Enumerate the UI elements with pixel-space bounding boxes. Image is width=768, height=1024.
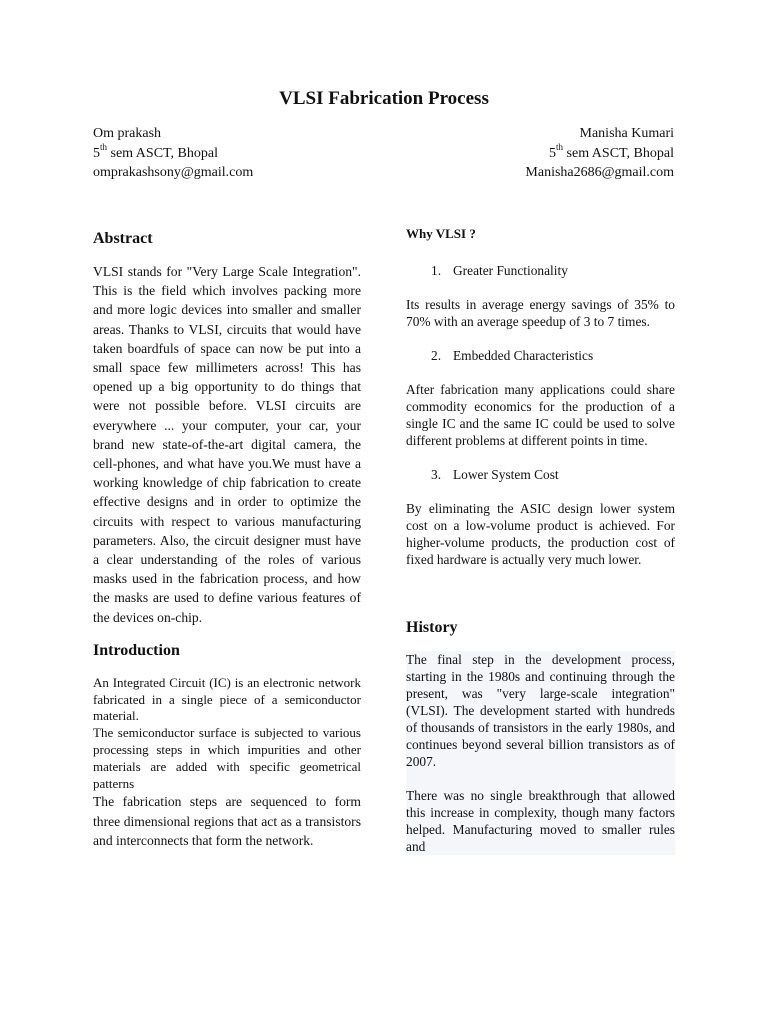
abstract-heading: Abstract bbox=[93, 230, 153, 247]
author-affiliation: 5th sem ASCT, Bhopal bbox=[93, 141, 218, 161]
introduction-paragraph: An Integrated Circuit (IC) is an electronic network fabricated in a single piece of a semiconductor material. bbox=[93, 674, 361, 724]
history-section bbox=[406, 651, 675, 855]
list-item-text: After fabrication many applications could share commodity economics for the production of a single IC and the same IC could be used to solve different problems at different points in time. bbox=[406, 382, 675, 448]
author-affiliation: 5th sem ASCT, Bhopal bbox=[549, 141, 674, 161]
author-email: Manisha2686@gmail.com bbox=[525, 165, 674, 180]
list-item-text: Its results in average energy savings of 35% to 70% with an average speedup of 3 to 7 times. bbox=[406, 297, 675, 329]
author-name: Om prakash bbox=[93, 126, 162, 141]
history-heading: History bbox=[406, 619, 458, 636]
author-block-right bbox=[525, 124, 674, 183]
list-item-text: By eliminating the ASIC design lower system cost on a low-volume product is achieved. For higher-volume products, the production cost of fixed hardware is actually very much lower. bbox=[406, 501, 675, 567]
paper-title: VLSI Fabrication Process bbox=[279, 88, 489, 109]
list-item: 2. Embedded Characteristics bbox=[431, 348, 594, 363]
list-item: 1. Greater Functionality bbox=[431, 263, 568, 278]
introduction-heading: Introduction bbox=[93, 641, 180, 659]
author-email: omprakashsony@gmail.com bbox=[93, 165, 254, 180]
left-column bbox=[93, 230, 361, 850]
introduction-paragraph: The semiconductor surface is subjected to various processing steps in which impurities and other materials are added with specific geometrical patterns bbox=[93, 725, 361, 791]
introduction-paragraph: The fabrication steps are sequenced to form three dimensional regions that act as a transistors and interconnects that form the network. bbox=[93, 794, 361, 848]
list-item: 3. Lower System Cost bbox=[431, 467, 559, 482]
history-paragraph: The final step in the development process, starting in the 1980s and continuing through the present, was "very large-scale integration" (VLSI). The development started with hundreds of thousands of transistors in the early 1980s, and continues beyond several billion transistors as of 2007. bbox=[406, 652, 675, 769]
history-paragraph: There was no single breakthrough that allowed this increase in complexity, though many factors helped. Manufacturing moved to smaller rules and bbox=[406, 788, 675, 854]
author-block-left bbox=[93, 124, 253, 183]
right-column bbox=[406, 226, 675, 855]
author-name: Manisha Kumari bbox=[579, 126, 674, 141]
why-vlsi-heading: Why VLSI ? bbox=[406, 226, 476, 241]
abstract-text: VLSI stands for "Very Large Scale Integration". This is the field which involves packing more and more logic devices into smaller and smaller areas. Thanks to VLSI, circuits that would have taken boardfuls of space can now be put into a small space few millimeters across! This has opened up a big opportunity to do things that were not possible before. VLSI circuits are everywhere ... your computer, your car, your brand new state-of-the-art digital camera, the cell-phones, and what have you.We must have a working knowledge of chip fabrication to create effective designs and in order to optimize the circuits with respect to various manufacturing parameters. Also, the circuit designer must have a clear understanding of the roles of various masks used in the fabrication process, and how the masks are used to define various features of the devices on-chip. bbox=[93, 264, 361, 625]
